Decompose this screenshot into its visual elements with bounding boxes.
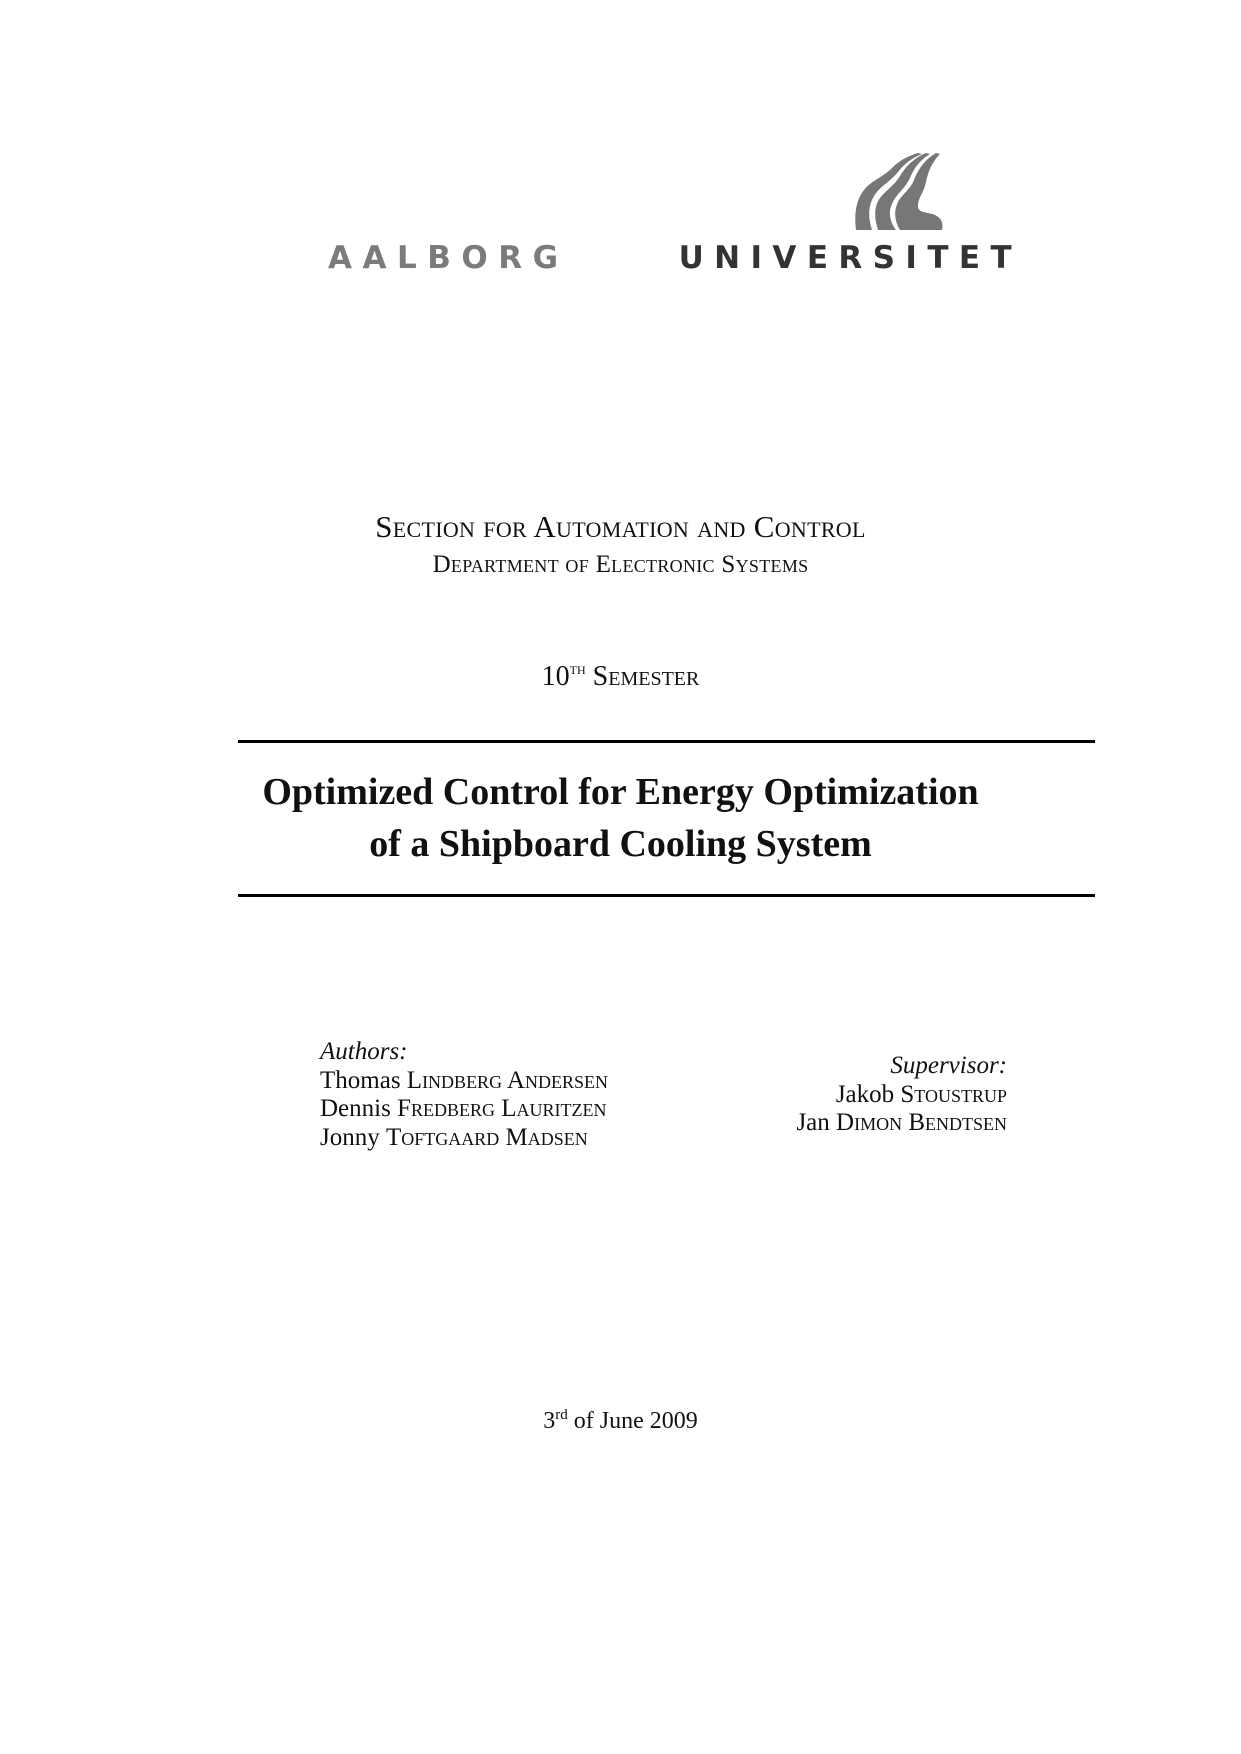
- wordmark-aalborg: AALBORG: [328, 240, 569, 276]
- supervisors-label: Supervisor:: [890, 1052, 1007, 1079]
- semester-ordinal-suffix: th: [569, 659, 586, 678]
- author-last-name: Toftgaard Madsen: [385, 1124, 588, 1152]
- semester-number: 10: [541, 661, 570, 692]
- semester-line: [0, 660, 1241, 697]
- university-wordmark: [328, 240, 1022, 276]
- author-first-name: Thomas: [320, 1066, 401, 1094]
- submission-date: [0, 1406, 1241, 1439]
- supervisor-last-name: Stoustrup: [900, 1080, 1007, 1108]
- title-line-1: Optimized Control for Energy Optimization: [262, 771, 979, 813]
- authors-label: Authors:: [320, 1038, 408, 1065]
- supervisor-name: [587, 1109, 1007, 1138]
- wordmark-universitet: UNIVERSITET: [678, 240, 1022, 276]
- title-line-2: of a Shipboard Cooling System: [369, 823, 872, 865]
- department-name: Department of Electronic Systems: [432, 551, 809, 578]
- semester-label: Semester: [592, 661, 700, 692]
- author-last-name: Fredberg Lauritzen: [397, 1095, 607, 1123]
- date-day: 3: [543, 1408, 556, 1434]
- title-bottom-rule: [238, 894, 1095, 897]
- author-last-name: Lindberg Andersen: [406, 1066, 608, 1094]
- section-name: Section for Automation and Control: [375, 509, 866, 544]
- title-top-rule: [238, 740, 1095, 743]
- supervisor-name: [587, 1081, 1007, 1110]
- aalborg-university-wave-logo-icon: [852, 150, 944, 232]
- date-ordinal-suffix: rd: [555, 1407, 568, 1423]
- author-first-name: Dennis: [320, 1095, 391, 1123]
- supervisor-first-name: Jakob: [835, 1080, 895, 1108]
- supervisors-block: [587, 1052, 1007, 1138]
- supervisor-first-name: Jan: [796, 1109, 830, 1137]
- author-first-name: Jonny: [320, 1124, 380, 1152]
- date-rest: of June 2009: [573, 1408, 698, 1434]
- supervisor-last-name: Dimon Bendtsen: [836, 1109, 1007, 1137]
- document-title: [0, 766, 1241, 870]
